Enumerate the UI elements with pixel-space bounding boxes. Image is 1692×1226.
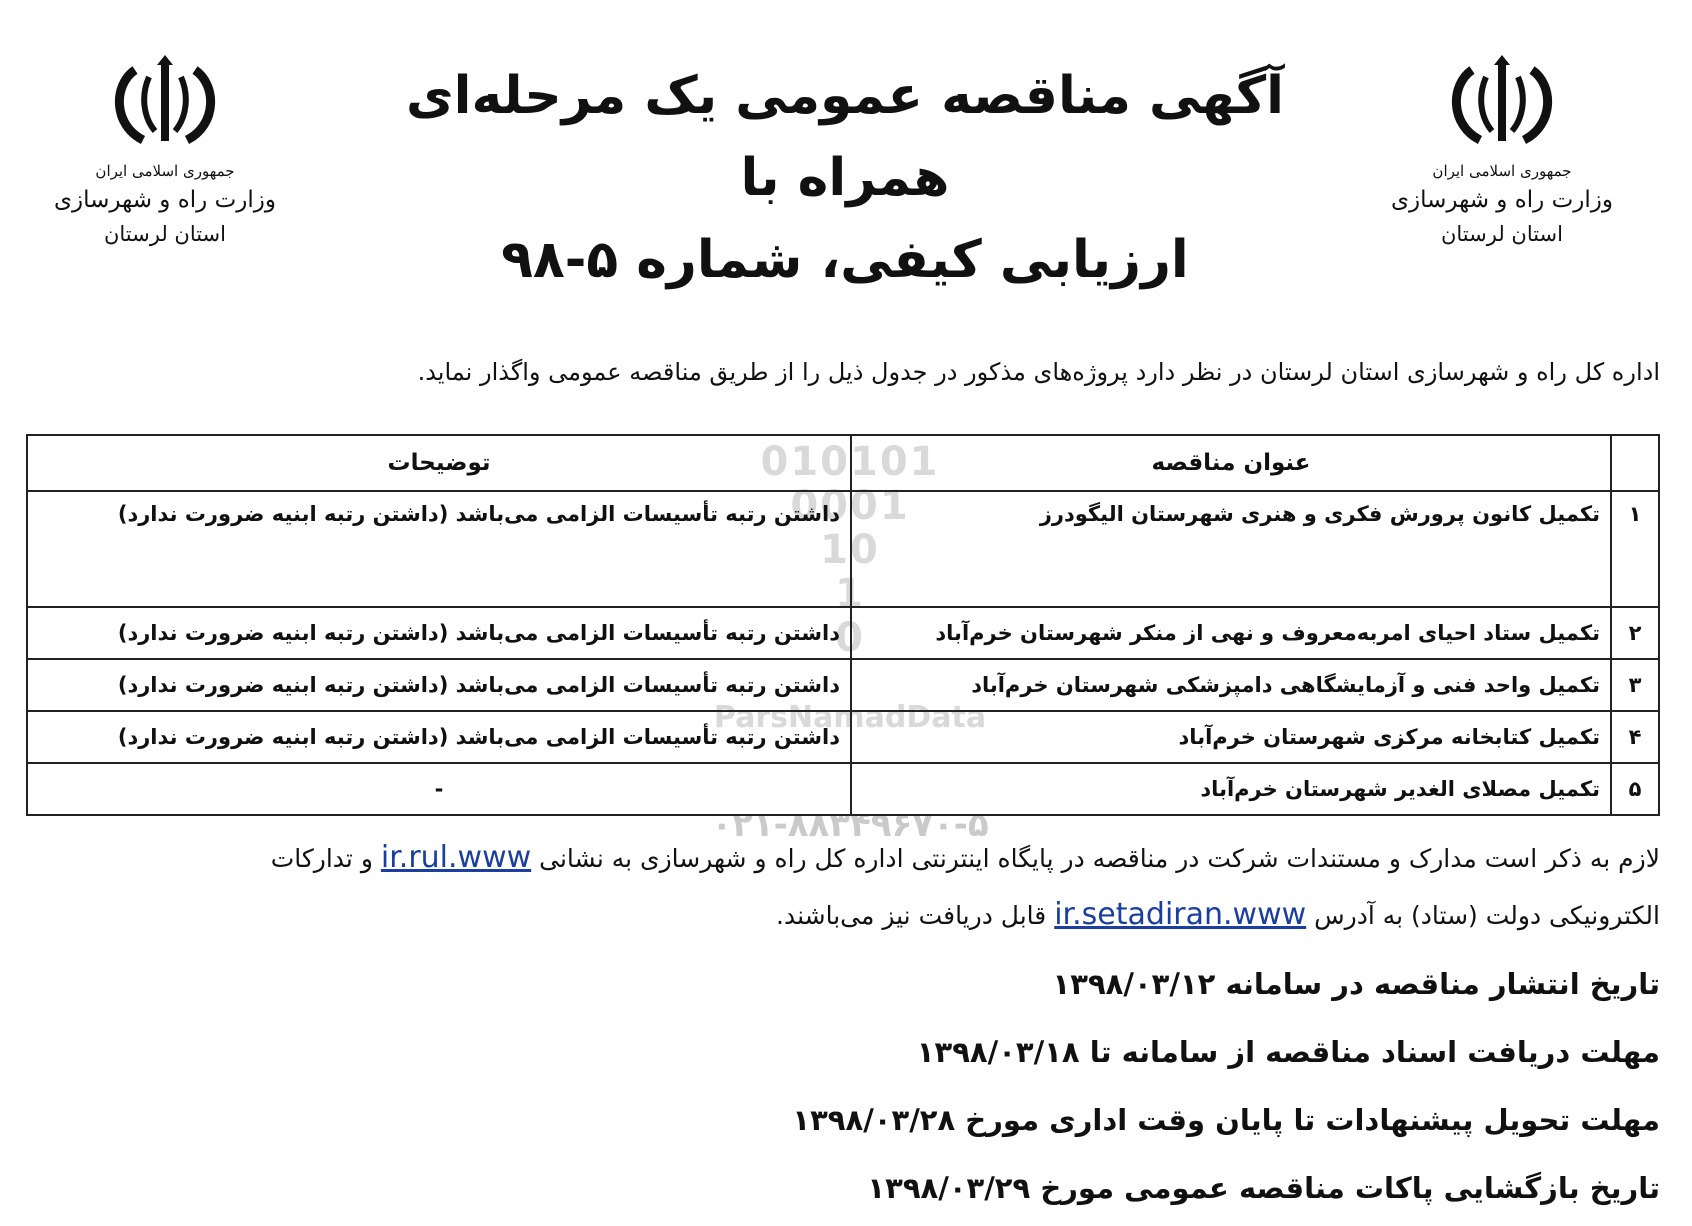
row-number: ۱ <box>1611 491 1659 607</box>
iran-emblem-icon <box>1442 55 1562 150</box>
documents-text-2: و تدارکات <box>270 844 373 873</box>
tenders-table <box>26 434 1660 816</box>
emblem-province-text: استان لرستان <box>1440 222 1563 246</box>
watermark-binary-1: 010101 <box>760 439 940 485</box>
documents-paragraph <box>30 830 1660 944</box>
table-row <box>27 607 1659 659</box>
row-number: ۳ <box>1611 659 1659 711</box>
emblem-province-text: استان لرستان <box>103 222 226 246</box>
ministry-emblem-right <box>1382 55 1622 250</box>
header-tender-title: عنوان مناقصه <box>851 435 1611 491</box>
row-description: داشتن رتبه تأسیسات الزامی می‌باشد (داشتن رتبه ابنیه ضرورت ندارد) <box>27 659 851 711</box>
website-link-rul[interactable]: ir.rul.www <box>380 840 532 875</box>
row-number: ۲ <box>1611 607 1659 659</box>
website-link-setadiran[interactable]: ir.setadiran.www <box>1054 897 1307 932</box>
row-description: داشتن رتبه تأسیسات الزامی می‌باشد (داشتن رتبه ابنیه ضرورت ندارد) <box>27 711 851 763</box>
row-title: تکمیل واحد فنی و آزمایشگاهی دامپزشکی شهرستان خرم‌آباد <box>851 659 1611 711</box>
watermark-binary-2: 0001 <box>790 483 910 529</box>
emblem-ministry-text: وزارت راه و شهرسازی <box>1391 187 1613 213</box>
row-number: ۵ <box>1611 763 1659 815</box>
table-row <box>27 711 1659 763</box>
emblem-ministry-text: وزارت راه و شهرسازی <box>54 187 276 213</box>
opening-date: تاریخ بازگشایی پاکات مناقصه عمومی مورخ ۱۳۹۸/۰۳/۲۹ <box>867 1171 1660 1205</box>
header-number <box>1611 435 1659 491</box>
watermark-binary-5: 0 <box>835 615 865 661</box>
watermark-binary-3: 10 <box>820 527 880 573</box>
header-description: توضیحات <box>27 435 851 491</box>
row-description: داشتن رتبه تأسیسات الزامی می‌باشد (داشتن رتبه ابنیه ضرورت ندارد) <box>27 607 851 659</box>
documents-text-3: الکترونیکی دولت (ستاد) به آدرس <box>1314 901 1660 930</box>
table-header-row <box>27 435 1659 491</box>
bids-deadline: مهلت تحویل پیشنهادات تا پایان وقت اداری مورخ ۱۳۹۸/۰۳/۲۸ <box>792 1103 1660 1137</box>
title-line-1: آگهی مناقصه عمومی یک مرحله‌ای همراه با <box>405 66 1284 208</box>
documents-text-4: قابل دریافت نیز می‌باشند. <box>776 901 1047 930</box>
watermark-binary-4: 1 <box>835 571 865 617</box>
documents-deadline: مهلت دریافت اسناد مناقصه از سامانه تا ۱۳۹۸/۰۳/۱۸ <box>916 1035 1660 1069</box>
row-title: تکمیل ستاد احیای امربه‌معروف و نهی از منکر شهرستان خرم‌آباد <box>851 607 1611 659</box>
intro-paragraph: اداره کل راه و شهرسازی استان لرستان در نظر دارد پروژه‌های مذکور در جدول ذیل را از طریق مناقصه عمومی واگذار نماید. <box>417 358 1660 386</box>
table-row <box>27 491 1659 607</box>
row-title: تکمیل کانون پرورش فکری و هنری شهرستان الیگودرز <box>851 491 1611 607</box>
emblem-country-text: جمهوری اسلامی ایران <box>95 162 235 180</box>
iran-emblem-icon <box>105 55 225 150</box>
emblem-country-text: جمهوری اسلامی ایران <box>1432 162 1572 180</box>
watermark-brand: ParsNamadData <box>713 700 987 735</box>
table-row <box>27 763 1659 815</box>
row-description: - <box>27 763 851 815</box>
row-description: داشتن رتبه تأسیسات الزامی می‌باشد (داشتن رتبه ابنیه ضرورت ندارد) <box>27 491 851 607</box>
notice-title <box>340 55 1350 301</box>
publish-date: تاریخ انتشار مناقصه در سامانه ۱۳۹۸/۰۳/۱۲ <box>1052 967 1660 1001</box>
table-row <box>27 659 1659 711</box>
row-number: ۴ <box>1611 711 1659 763</box>
ministry-emblem-left <box>45 55 285 250</box>
documents-line-1 <box>30 830 1660 887</box>
row-title: تکمیل مصلای الغدیر شهرستان خرم‌آباد <box>851 763 1611 815</box>
documents-text-1: لازم به ذکر است مدارک و مستندات شرکت در مناقصه در پایگاه اینترنتی اداره کل راه و شهرسازی به نشانی <box>539 844 1660 873</box>
watermark-phone: ۰۲۱-۸۸۳۴۹۶۷۰-۵ <box>711 805 989 845</box>
title-line-2: ارزیابی کیفی، شماره ۵-۹۸ <box>501 230 1189 290</box>
documents-line-2 <box>30 887 1660 944</box>
dates-list <box>30 950 1660 1222</box>
row-title: تکمیل کتابخانه مرکزی شهرستان خرم‌آباد <box>851 711 1611 763</box>
